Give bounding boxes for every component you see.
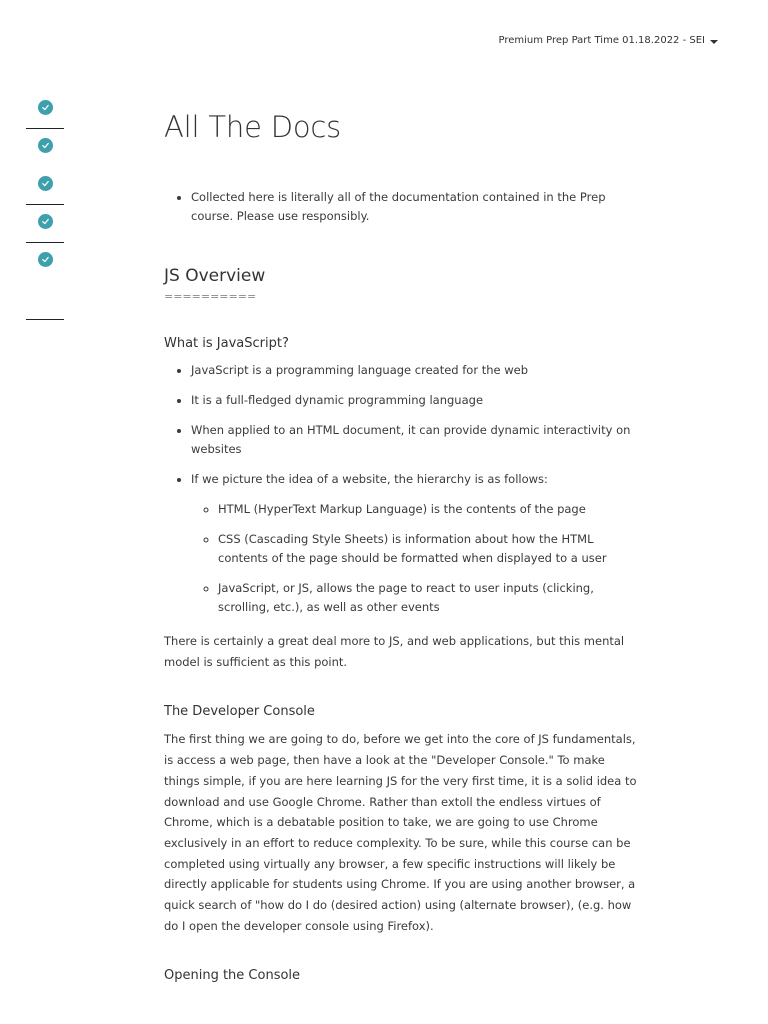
list-item: ◦ CSS (Cascading Style Sheets) is information about how the HTML contents of the page should be formatted when displayed to a user [218,530,642,568]
developer-console-paragraph: The first thing we are going to do, before we get into the core of JS fundamentals, is access a web page, then have a look at the "Developer Console." To make things simple, if you are here learning JS for the very first time, it is a solid idea to download and use Google Chrome. Rather than extoll the endless virtues of Chrome, which is a debatable position to take, we are going to use Chrome exclusively in an effort to reduce complexity. To be sure, while this course can be completed using virtually any browser, a few specific instructions will likely be directly applicable for students using Chrome. If you are using another browser, a quick search of "how do I do (desired action) using (alternate browser), (e.g. how do I open the developer console using Firefox). [164,732,637,933]
list-item-text: If we picture the idea of a website, the hierarchy is as follows: [191,472,548,486]
section-underline: ========== [164,290,257,303]
main-content [164,110,642,993]
check-circle-icon [38,214,53,229]
check-circle-icon [38,138,53,153]
section-heading: JS Overview [164,266,266,286]
subheading-what-is-javascript: What is JavaScript? [164,336,289,351]
subheading-opening-console: Opening the Console [164,968,301,984]
course-dropdown[interactable] [498,35,718,46]
list-item: • JavaScript is a programming language created for the web [191,361,642,380]
page-title: All The Docs [164,110,342,144]
sidebar-item-2[interactable] [26,134,64,172]
what-is-list [164,361,642,617]
check-circle-icon [38,100,53,115]
progress-sidebar [26,96,64,286]
caret-down-icon [710,40,718,44]
sidebar-item-5[interactable] [26,248,64,286]
sidebar-item-4[interactable] [26,210,64,248]
check-circle-icon [38,252,53,267]
sidebar-item-1[interactable] [26,96,64,134]
list-item: ◦ JavaScript, or JS, allows the page to react to user inputs (clicking, scrolling, etc.), as well as other events [218,579,642,617]
subheading-developer-console: The Developer Console [164,704,315,720]
sidebar-item-3[interactable] [26,172,64,210]
list-item: • It is a full-fledged dynamic programming language [191,391,642,410]
mental-model-paragraph: There is certainly a great deal more to JS, and web applications, but this mental model is sufficient as this point. [164,634,625,669]
list-item: • When applied to an HTML document, it can provide dynamic interactivity on websites [191,421,642,459]
course-dropdown-label: Premium Prep Part Time 01.18.2022 - SEI [498,35,705,46]
hierarchy-list [191,500,642,617]
check-circle-icon [38,176,53,191]
intro-list [164,188,642,226]
list-item: ◦ HTML (HyperText Markup Language) is the contents of the page [218,500,642,519]
list-item: • Collected here is literally all of the documentation contained in the Prep course. Please use responsibly. [191,188,642,226]
sidebar-divider [26,319,64,320]
list-item-hierarchy [191,470,642,617]
